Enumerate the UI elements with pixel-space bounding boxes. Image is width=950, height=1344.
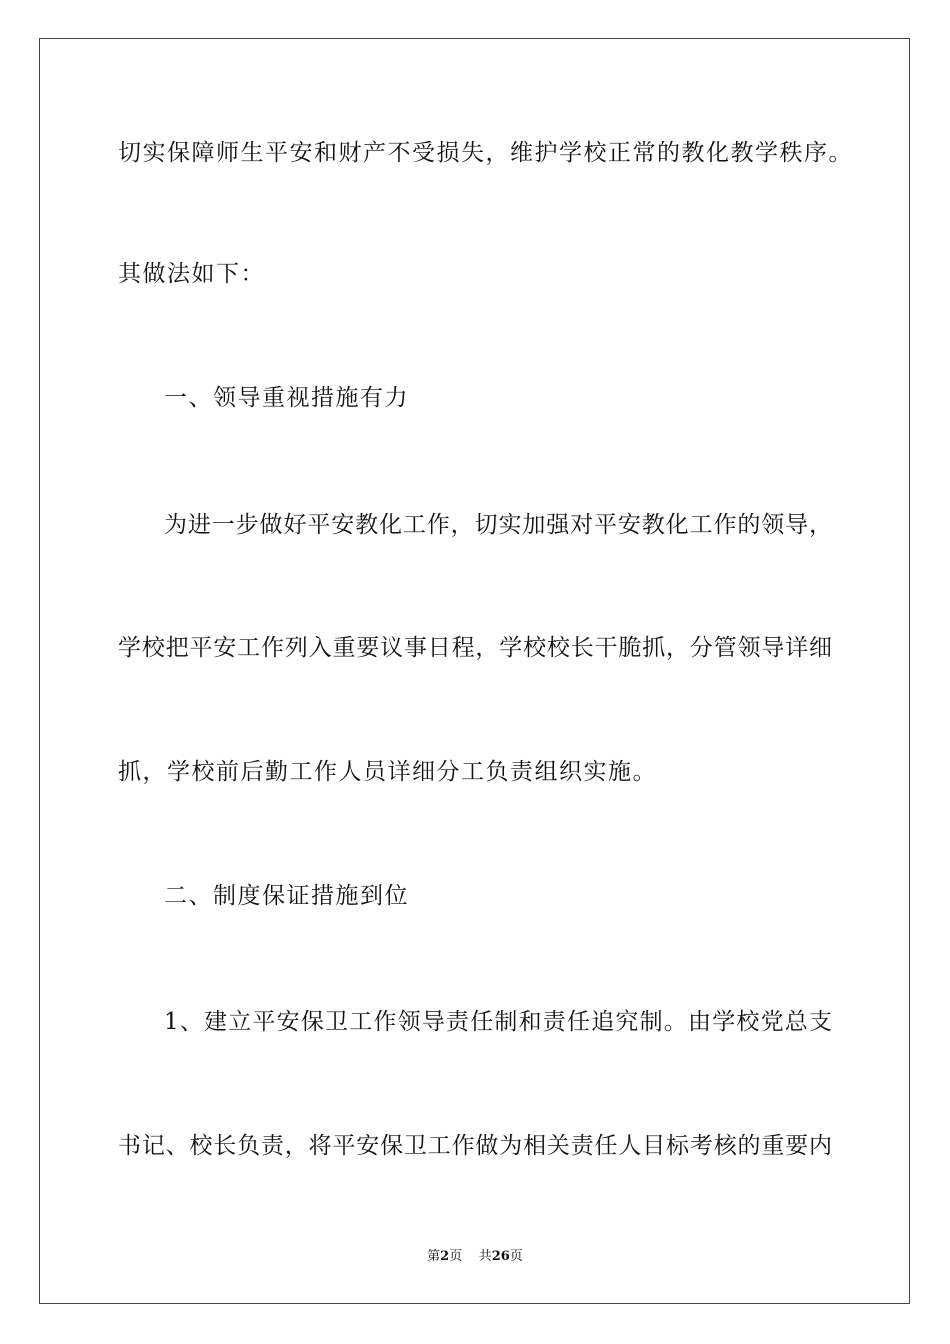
- footer-page-prefix: 第: [427, 1249, 441, 1264]
- body-line-4: 学校把平安工作列入重要议事日程，学校校长干脆抓，分管领导详细: [118, 635, 832, 661]
- footer-page-number: 2: [440, 1249, 450, 1264]
- footer-page-suffix: 页: [449, 1249, 463, 1264]
- section-heading-2: 二、制度保证措施到位: [164, 883, 409, 909]
- footer-total-prefix: 共: [478, 1249, 492, 1264]
- body-line-2: 其做法如下：: [118, 261, 265, 287]
- page-frame: [39, 38, 910, 1304]
- body-line-7: 书记、校长负责，将平安保卫工作做为相关责任人目标考核的重要内: [118, 1133, 832, 1159]
- body-line-6: 1、建立平安保卫工作领导责任制和责任追究制。由学校党总支: [164, 1009, 832, 1035]
- footer-total-pages: 26: [491, 1249, 510, 1264]
- footer-total-suffix: 页: [509, 1249, 523, 1264]
- body-line-1: 切实保障师生平安和财产不受损失，维护学校正常的教化教学秩序。: [118, 140, 853, 166]
- page-footer: [0, 1248, 950, 1266]
- body-line-5: 抓，学校前后勤工作人员详细分工负责组织实施。: [118, 759, 657, 785]
- section-heading-1: 一、领导重视措施有力: [164, 385, 409, 411]
- body-line-3: 为进一步做好平安教化工作，切实加强对平安教化工作的领导，: [164, 512, 832, 538]
